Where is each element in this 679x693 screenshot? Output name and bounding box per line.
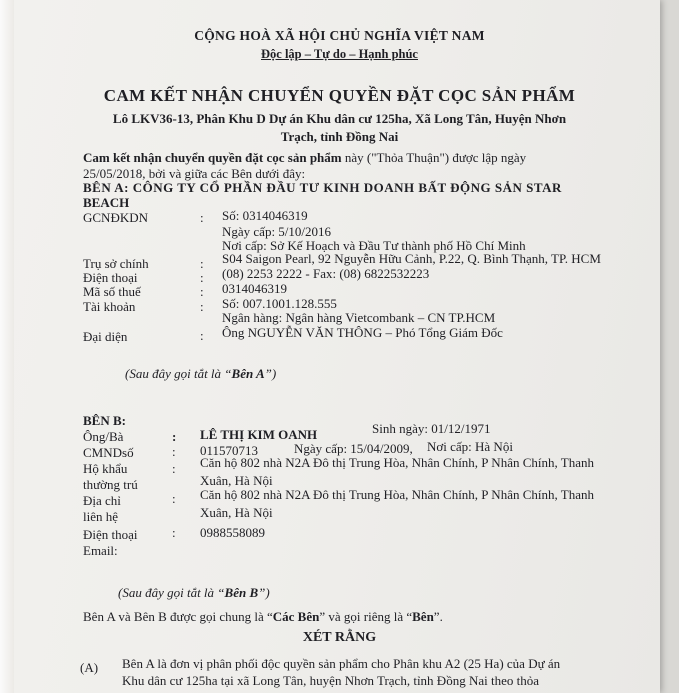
joint-pre: Bên A và Bên B được gọi chung là “ (83, 609, 273, 624)
phone-value: (08) 2253 2222 - Fax: (08) 6822532223 (222, 266, 430, 281)
gcn-issuer: Nơi cấp: Sở Kế Hoạch và Đầu Tư thành phố Hồ Chí Minh (222, 238, 526, 253)
intro-bold: Cam kết nhận chuyển quyền đặt cọc sản phẩm (83, 150, 342, 165)
party-a-heading: BÊN A: CÔNG TY CỔ PHẦN ĐẦU TƯ KINH DOANH BẤT ĐỘNG SẢN STAR (83, 180, 562, 195)
party-b-heading: BÊN B: (83, 413, 126, 428)
household-value: Căn hộ 802 nhà N2A Đô thị Trung Hòa, Nhân Chính, P Nhân Chính, Thanh (200, 455, 594, 470)
whereas-heading: XÉT RẰNG (302, 630, 377, 645)
dob: Sinh ngày: 01/12/1971 (372, 421, 491, 436)
email-label: Email: (83, 543, 118, 558)
id-label: CMNDsố (83, 445, 134, 460)
tax-label: Mã số thuế (83, 284, 141, 299)
household-label-2: thường trú (83, 477, 138, 492)
short-name-pre: (Sau đây gọi tắt là “ (118, 585, 225, 600)
republic-header: CỘNG HOÀ XÃ HỘI CHỦ NGHĨA VIỆT NAM (194, 28, 485, 43)
rep-value: Ông NGUYỄN VĂN THÔNG – Phó Tổng Giám Đốc (222, 325, 503, 340)
colon: : (200, 210, 204, 225)
b-phone-value: 0988558089 (200, 525, 265, 540)
colon: : (200, 284, 204, 299)
intro-rest: này ("Thỏa Thuận") được lập ngày (344, 150, 527, 165)
name-value: LÊ THỊ KIM OANH (200, 427, 318, 442)
bank-value: Ngân hàng: Ngân hàng Vietcombank – CN TP.HCM (222, 310, 496, 325)
contact-label-2: liên hệ (83, 509, 119, 524)
contact-value-2: Xuân, Hà Nội (200, 505, 273, 520)
party-a-heading-2: BEACH (83, 195, 130, 210)
intro-line-2: 25/05/2018, bởi và giữa các Bên dưới đây: (83, 166, 306, 181)
household-label: Hộ khẩu (83, 461, 128, 476)
short-name-pre: (Sau đây gọi tắt là “ (125, 366, 232, 381)
office-value: S04 Saigon Pearl, 92 Nguyễn Hữu Cảnh, P.22, Q. Bình Thạnh, TP. HCM (222, 251, 601, 266)
joint-bold-1: Các Bên (272, 609, 320, 624)
phone-label: Điện thoại (83, 270, 138, 285)
household-value-2: Xuân, Hà Nội (200, 473, 273, 488)
gcn-date: Ngày cấp: 5/10/2016 (222, 224, 332, 239)
name-label: Ông/Bà (83, 429, 124, 444)
tax-value: 0314046319 (222, 281, 287, 296)
colon: : (200, 299, 204, 314)
party-a-short-name (125, 366, 276, 382)
contact-label: Địa chỉ (83, 493, 121, 508)
colon: : (172, 461, 176, 476)
colon: : (172, 429, 177, 444)
colon: : (200, 256, 204, 271)
id-place: Nơi cấp: Hà Nội (427, 439, 513, 454)
id-date: Ngày cấp: 15/04/2009, (294, 441, 413, 456)
joint-bold-2: Bên (412, 609, 434, 624)
rep-label: Đại diện (83, 329, 128, 344)
clause-a-marker: (A) (80, 660, 99, 675)
clause-a-line-1: Bên A là đơn vị phân phối độc quyền sản phẩm cho Phân khu A2 (25 Ha) của Dự án (122, 656, 561, 671)
joint-mid: ” và gọi riêng là “ (319, 609, 413, 624)
office-label: Trụ sở chính (83, 256, 149, 271)
id-value: 011570713 (200, 443, 259, 458)
intro-line-1 (83, 150, 526, 166)
joint-post: ”. (433, 609, 443, 624)
colon: : (172, 491, 176, 506)
account-value: Số: 007.1001.128.555 (222, 296, 337, 311)
parties-joint (83, 609, 443, 625)
motto: Độc lập – Tự do – Hạnh phúc (261, 47, 418, 61)
gcn-label: GCNĐKDN (83, 210, 148, 225)
location-line-1: Lô LKV36-13, Phân Khu D Dự án Khu dân cư 125ha, Xã Long Tân, Huyện Nhơn (112, 111, 567, 126)
location-line-2: Trạch, tỉnh Đồng Nai (280, 129, 399, 144)
colon: : (200, 328, 204, 343)
colon: : (200, 270, 204, 285)
short-name-post: ”) (264, 366, 277, 381)
short-name-bold: Bên A (231, 366, 265, 381)
colon: : (172, 525, 176, 540)
contact-value: Căn hộ 802 nhà N2A Đô thị Trung Hòa, Nhân Chính, P Nhân Chính, Thanh (200, 487, 594, 502)
gcn-number: Số: 0314046319 (222, 208, 308, 223)
colon: : (172, 444, 176, 459)
short-name-bold: Bên B (224, 585, 259, 600)
clause-a-line-2: Khu dân cư 125ha tại xã Long Tân, huyện Nhơn Trạch, tỉnh Đồng Nai theo thỏa (122, 673, 539, 688)
account-label: Tài khoản (83, 299, 136, 314)
party-b-short-name (118, 585, 270, 601)
b-phone-label: Điện thoại (83, 527, 138, 542)
short-name-post: ”) (258, 585, 270, 600)
document-title: CAM KẾT NHẬN CHUYỂN QUYỀN ĐẶT CỌC SẢN PHẨM (103, 86, 576, 105)
